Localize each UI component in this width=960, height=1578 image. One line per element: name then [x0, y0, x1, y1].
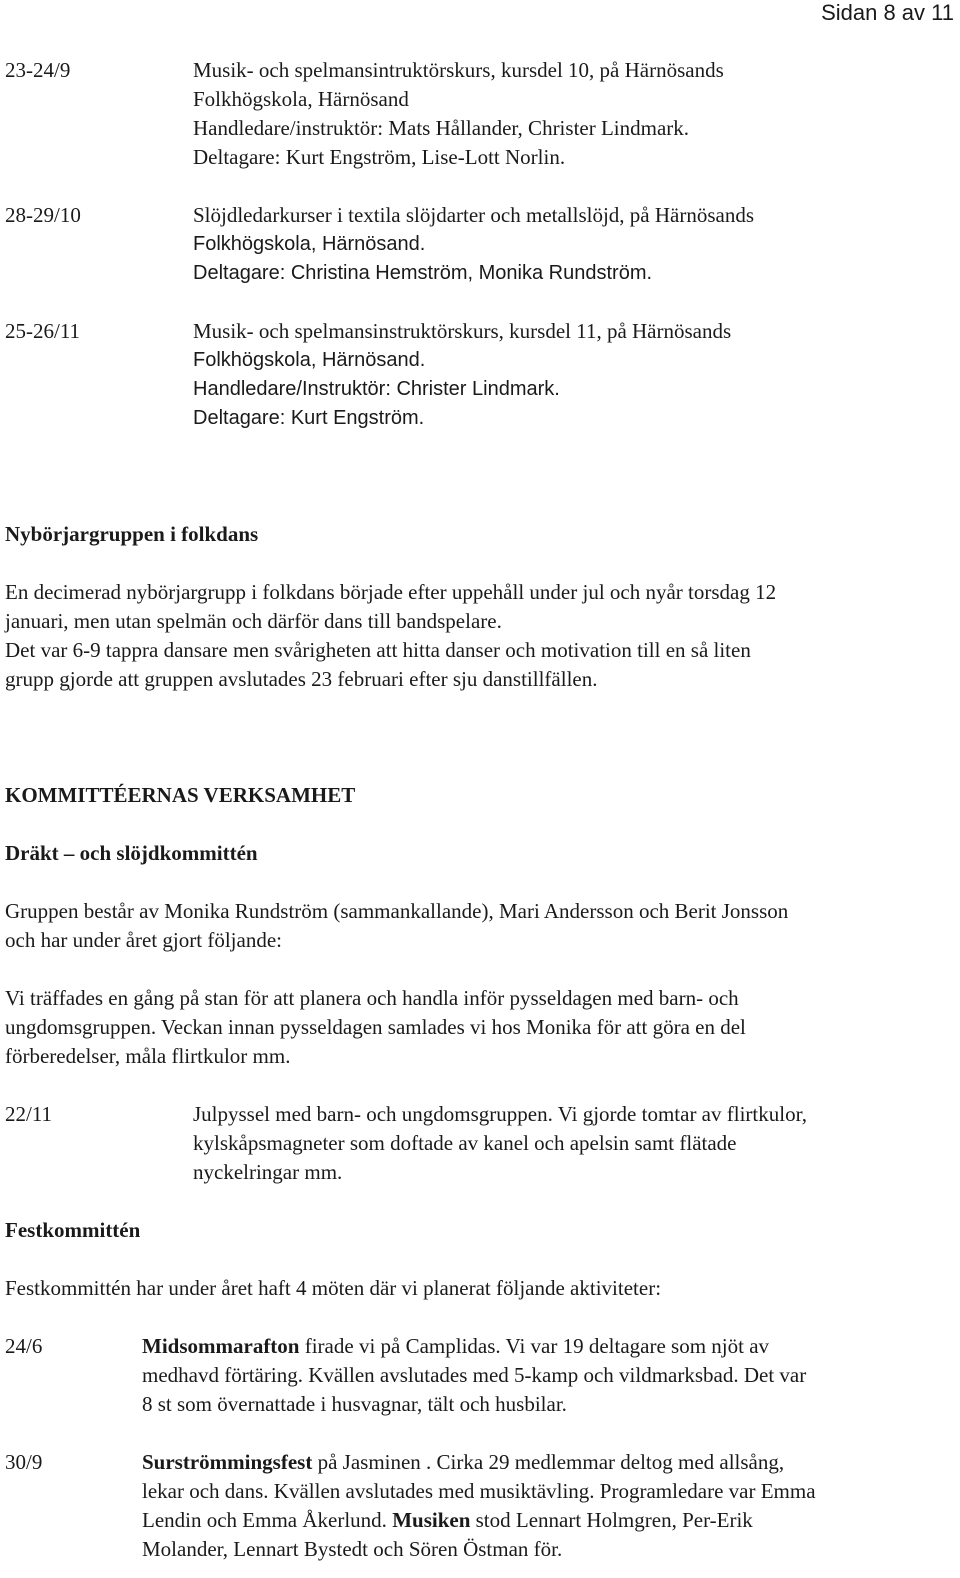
paragraph-line: januari, men utan spelmän och därför dans till bandspelare.: [5, 609, 502, 633]
event-line: kylskåpsmagneter som doftade av kanel och apelsin samt flätade: [193, 1131, 737, 1155]
party-event: [5, 1332, 955, 1419]
paragraph-line: förberedelser, måla flirtkulor mm.: [5, 1044, 291, 1068]
course-line: Handledare/instruktör: Mats Hållander, Christer Lindmark.: [193, 116, 690, 140]
party-event: [5, 1448, 955, 1564]
section-heading-beginners: Nybörjargruppen i folkdans: [5, 522, 259, 546]
course-line: Folkhögskola, Härnösand: [193, 87, 409, 111]
course-entry: [5, 317, 955, 433]
course-details: [193, 201, 955, 288]
event-emphasis: Musiken: [392, 1508, 471, 1532]
course-line: Folkhögskola, Härnösand.: [193, 349, 426, 371]
event-text: på Jasminen . Cirka 29 medlemmar deltog med allsång,: [312, 1450, 785, 1474]
event-line: [142, 1332, 955, 1361]
course-line: Handledare/Instruktör: Christer Lindmark.: [193, 378, 560, 400]
event-date: 24/6: [5, 1334, 43, 1358]
event-line: Molander, Lennart Bystedt och Sören Östman för.: [142, 1537, 563, 1561]
paragraph-line: ungdomsgruppen. Veckan innan pysseldagen samlades vi hos Monika för att göra en del: [5, 1015, 746, 1039]
event-line: [142, 1448, 955, 1477]
paragraph-line: Gruppen består av Monika Rundström (sammankallande), Mari Andersson och Berit Jonsson: [5, 899, 789, 923]
course-date: 23-24/9: [5, 58, 71, 82]
event-line: [142, 1506, 955, 1535]
page-number: Sidan 8 av 11: [821, 0, 954, 25]
costume-intro: [5, 897, 955, 955]
event-title: Midsommarafton: [142, 1334, 300, 1358]
course-line: Deltagare: Kurt Engström, Lise-Lott Norlin.: [193, 145, 566, 169]
document-page: [5, 56, 955, 1564]
event-line: Julpyssel med barn- och ungdomsgruppen. Vi gjorde tomtar av flirtkulor,: [193, 1102, 807, 1126]
course-entry: [5, 56, 955, 172]
course-date: 28-29/10: [5, 203, 81, 227]
beginners-paragraph: [5, 578, 955, 694]
course-line: Deltagare: Christina Hemström, Monika Rundström.: [193, 262, 653, 284]
course-details: [193, 317, 955, 433]
subsection-heading-party: Festkommittén: [5, 1218, 141, 1242]
event-details: [193, 1100, 955, 1187]
event-title: Surströmmingsfest: [142, 1450, 313, 1474]
event-date: 22/11: [5, 1102, 53, 1126]
paragraph-line: grupp gjorde att gruppen avslutades 23 februari efter sju danstillfällen.: [5, 667, 598, 691]
event-line: nyckelringar mm.: [193, 1160, 343, 1184]
course-date: 25-26/11: [5, 319, 81, 343]
course-line: Musik- och spelmansintruktörskurs, kursdel 10, på Härnösands: [193, 58, 724, 82]
section-heading-committees: KOMMITTÉERNAS VERKSAMHET: [5, 783, 356, 807]
costume-event: [5, 1100, 955, 1187]
course-line: Musik- och spelmansinstruktörskurs, kursdel 11, på Härnösands: [193, 319, 732, 343]
subsection-heading-costume: Dräkt – och slöjdkommittén: [5, 841, 258, 865]
paragraph-line: och har under året gjort följande:: [5, 928, 282, 952]
event-line: medhavd förtäring. Kvällen avslutades med 5-kamp och vildmarksbad. Det var: [142, 1363, 807, 1387]
course-line: Deltagare: Kurt Engström.: [193, 407, 425, 429]
course-details: [193, 56, 955, 172]
course-line: Slöjdledarkurser i textila slöjdarter och metallslöjd, på Härnösands: [193, 203, 755, 227]
paragraph-line: Vi träffades en gång på stan för att planera och handla inför pysseldagen med barn- och: [5, 986, 739, 1010]
event-details: [142, 1448, 955, 1564]
paragraph-line: En decimerad nybörjargrupp i folkdans började efter uppehåll under jul och nyår torsdag 12: [5, 580, 777, 604]
event-line: 8 st som övernattade i husvagnar, tält och husbilar.: [142, 1392, 567, 1416]
event-text: Lendin och Emma Åkerlund.: [142, 1508, 393, 1532]
party-intro: Festkommittén har under året haft 4 möten där vi planerat följande aktiviteter:: [5, 1276, 662, 1300]
event-details: [142, 1332, 955, 1419]
event-text: stod Lennart Holmgren, Per-Erik: [470, 1508, 753, 1532]
event-text: firade vi på Camplidas. Vi var 19 deltagare som njöt av: [299, 1334, 770, 1358]
costume-meeting: [5, 984, 955, 1071]
event-line: lekar och dans. Kvällen avslutades med musiktävling. Programledare var Emma: [142, 1479, 816, 1503]
event-date: 30/9: [5, 1450, 43, 1474]
course-line: Folkhögskola, Härnösand.: [193, 233, 426, 255]
paragraph-line: Det var 6-9 tappra dansare men svårigheten att hitta danser och motivation till en så liten: [5, 638, 751, 662]
course-entry: [5, 201, 955, 288]
